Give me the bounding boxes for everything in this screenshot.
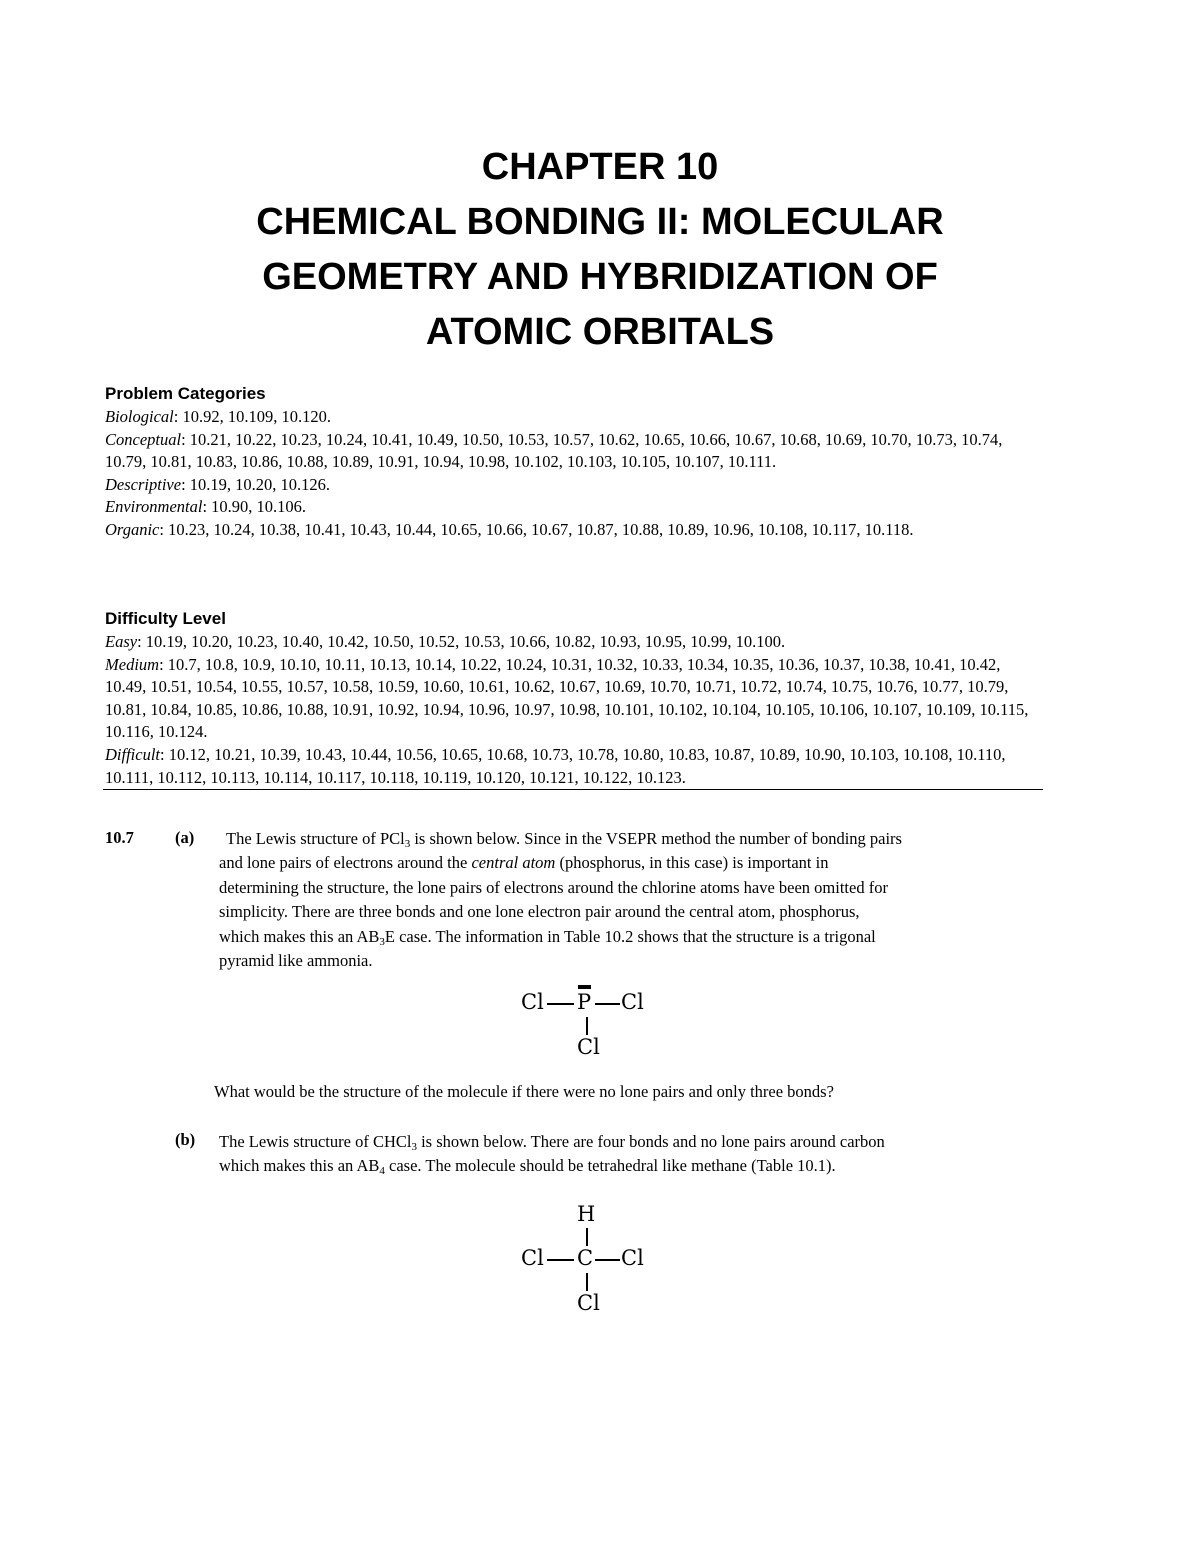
text-line: The Lewis structure of PCl$_3$ is shown below. Since in the VSEPR method the number of bonding pairs [226, 829, 902, 850]
part-b-label: (b) [175, 1130, 196, 1149]
atom-cl-left: Cl [521, 1246, 544, 1270]
chapter-title [100, 140, 1100, 360]
bond-line [547, 1003, 574, 1005]
part-b-text [219, 1130, 1049, 1179]
text-line: and lone pairs of electrons around the central atom (phosphorus, in this case) is important in [219, 853, 829, 873]
bond-line [586, 1273, 588, 1291]
part-a-label: (a) [175, 828, 195, 847]
difficulty-easy: Easy: 10.19, 10.20, 10.23, 10.40, 10.42, 10.50, 10.52, 10.53, 10.66, 10.82, 10.93, 10.95, 10.99, 10.100. [105, 632, 786, 651]
text-line: which makes this an $AB_3E$ case. The information in Table 10.2 shows that the structure is a trigonal [219, 926, 876, 948]
chapter-number: CHAPTER 10 [481, 146, 719, 188]
category-biological: Biological: 10.92, 10.109, 10.120. [105, 407, 331, 426]
section-divider [103, 789, 1043, 790]
atom-cl-left: Cl [521, 990, 544, 1014]
part-a-question [214, 1080, 1044, 1104]
difficulty-difficult: Difficult: 10.12, 10.21, 10.39, 10.43, 10.44, 10.56, 10.65, 10.68, 10.73, 10.78, 10.80, 10.83, 10.87, 10.89, 10.90, 10.103, 10.108, 10.110, 10.111, 10.112, 10.113, 10.114, 10.117, 10.118, 10.119, 10.120, 10.121, 10.122, 10.123. [105, 744, 1006, 787]
text-line: The Lewis structure of CHCl$_3$ is shown below. There are four bonds and no lone pairs around carbon [219, 1132, 885, 1153]
category-organic: Organic: 10.23, 10.24, 10.38, 10.41, 10.43, 10.44, 10.65, 10.66, 10.67, 10.87, 10.88, 10.89, 10.96, 10.108, 10.117, 10.118. [105, 519, 914, 539]
atom-cl-bottom: Cl [577, 1035, 600, 1059]
chapter-title-line: ATOMIC ORBITALS [425, 311, 775, 353]
text-line: pyramid like ammonia. [219, 951, 373, 971]
atom-cl-right: Cl [621, 990, 644, 1014]
chapter-title-line: GEOMETRY AND HYBRIDIZATION OF [262, 256, 938, 298]
text-line: which makes this an $AB_4$ case. The molecule should be tetrahedral like methane (Table 10.1). [219, 1156, 836, 1178]
problem-number: 10.7 [105, 828, 134, 847]
atom-cl-bottom: Cl [577, 1291, 600, 1315]
bond-line [595, 1259, 620, 1261]
bond-line [586, 1017, 588, 1035]
problem-categories-heading: Problem Categories [105, 384, 266, 403]
part-a-text [219, 827, 1049, 973]
difficulty-level-heading: Difficulty Level [105, 609, 226, 628]
category-environmental: Environmental: 10.90, 10.106. [105, 497, 307, 517]
problem-categories [105, 382, 1045, 542]
chapter-title-line: CHEMICAL BONDING II: MOLECULAR [256, 201, 944, 243]
difficulty-medium: Medium: 10.7, 10.8, 10.9, 10.10, 10.11, 10.13, 10.14, 10.22, 10.24, 10.31, 10.32, 10.33, 10.34, 10.35, 10.36, 10.37, 10.38, 10.41, 10.42, 10.49, 10.51, 10.54, 10.55, 10.57, 10.58, 10.59, 10.60, 10.61, 10.62, 10.67, 10.69, 10.70, 10.71, 10.72, 10.74, 10.75, 10.76, 10.77, 10.79, 10.81, 10.84, 10.85, 10.86, 10.88, 10.91, 10.92, 10.94, 10.96, 10.97, 10.98, 10.101, 10.102, 10.104, 10.105, 10.106, 10.107, 10.109, 10.115, 10.116, 10.124. [105, 654, 1029, 742]
text-line: What would be the structure of the molecule if there were no lone pairs and only three bonds? [214, 1082, 834, 1101]
text-line: determining the structure, the lone pairs of electrons around the chlorine atoms have been omitted for [219, 877, 888, 897]
lone-pair-mark [578, 985, 591, 989]
text-line: simplicity. There are three bonds and one lone electron pair around the central atom, phosphorus, [219, 902, 860, 922]
category-conceptual: Conceptual: 10.21, 10.22, 10.23, 10.24, 10.41, 10.49, 10.50, 10.53, 10.57, 10.62, 10.65, 10.66, 10.67, 10.68, 10.69, 10.70, 10.73, 10.74, 10.79, 10.81, 10.83, 10.86, 10.88, 10.89, 10.91, 10.94, 10.98, 10.102, 10.103, 10.105, 10.107, 10.111. [105, 429, 1003, 472]
category-descriptive: Descriptive: 10.19, 10.20, 10.126. [105, 474, 331, 494]
atom-h-top: H [577, 1202, 596, 1226]
bond-line [595, 1003, 620, 1005]
difficulty-level [105, 607, 1045, 789]
atom-p-central: P [577, 990, 592, 1014]
atom-cl-right: Cl [621, 1246, 644, 1270]
bond-line [547, 1259, 574, 1261]
bond-line [586, 1228, 588, 1246]
atom-c-central: C [577, 1246, 594, 1270]
